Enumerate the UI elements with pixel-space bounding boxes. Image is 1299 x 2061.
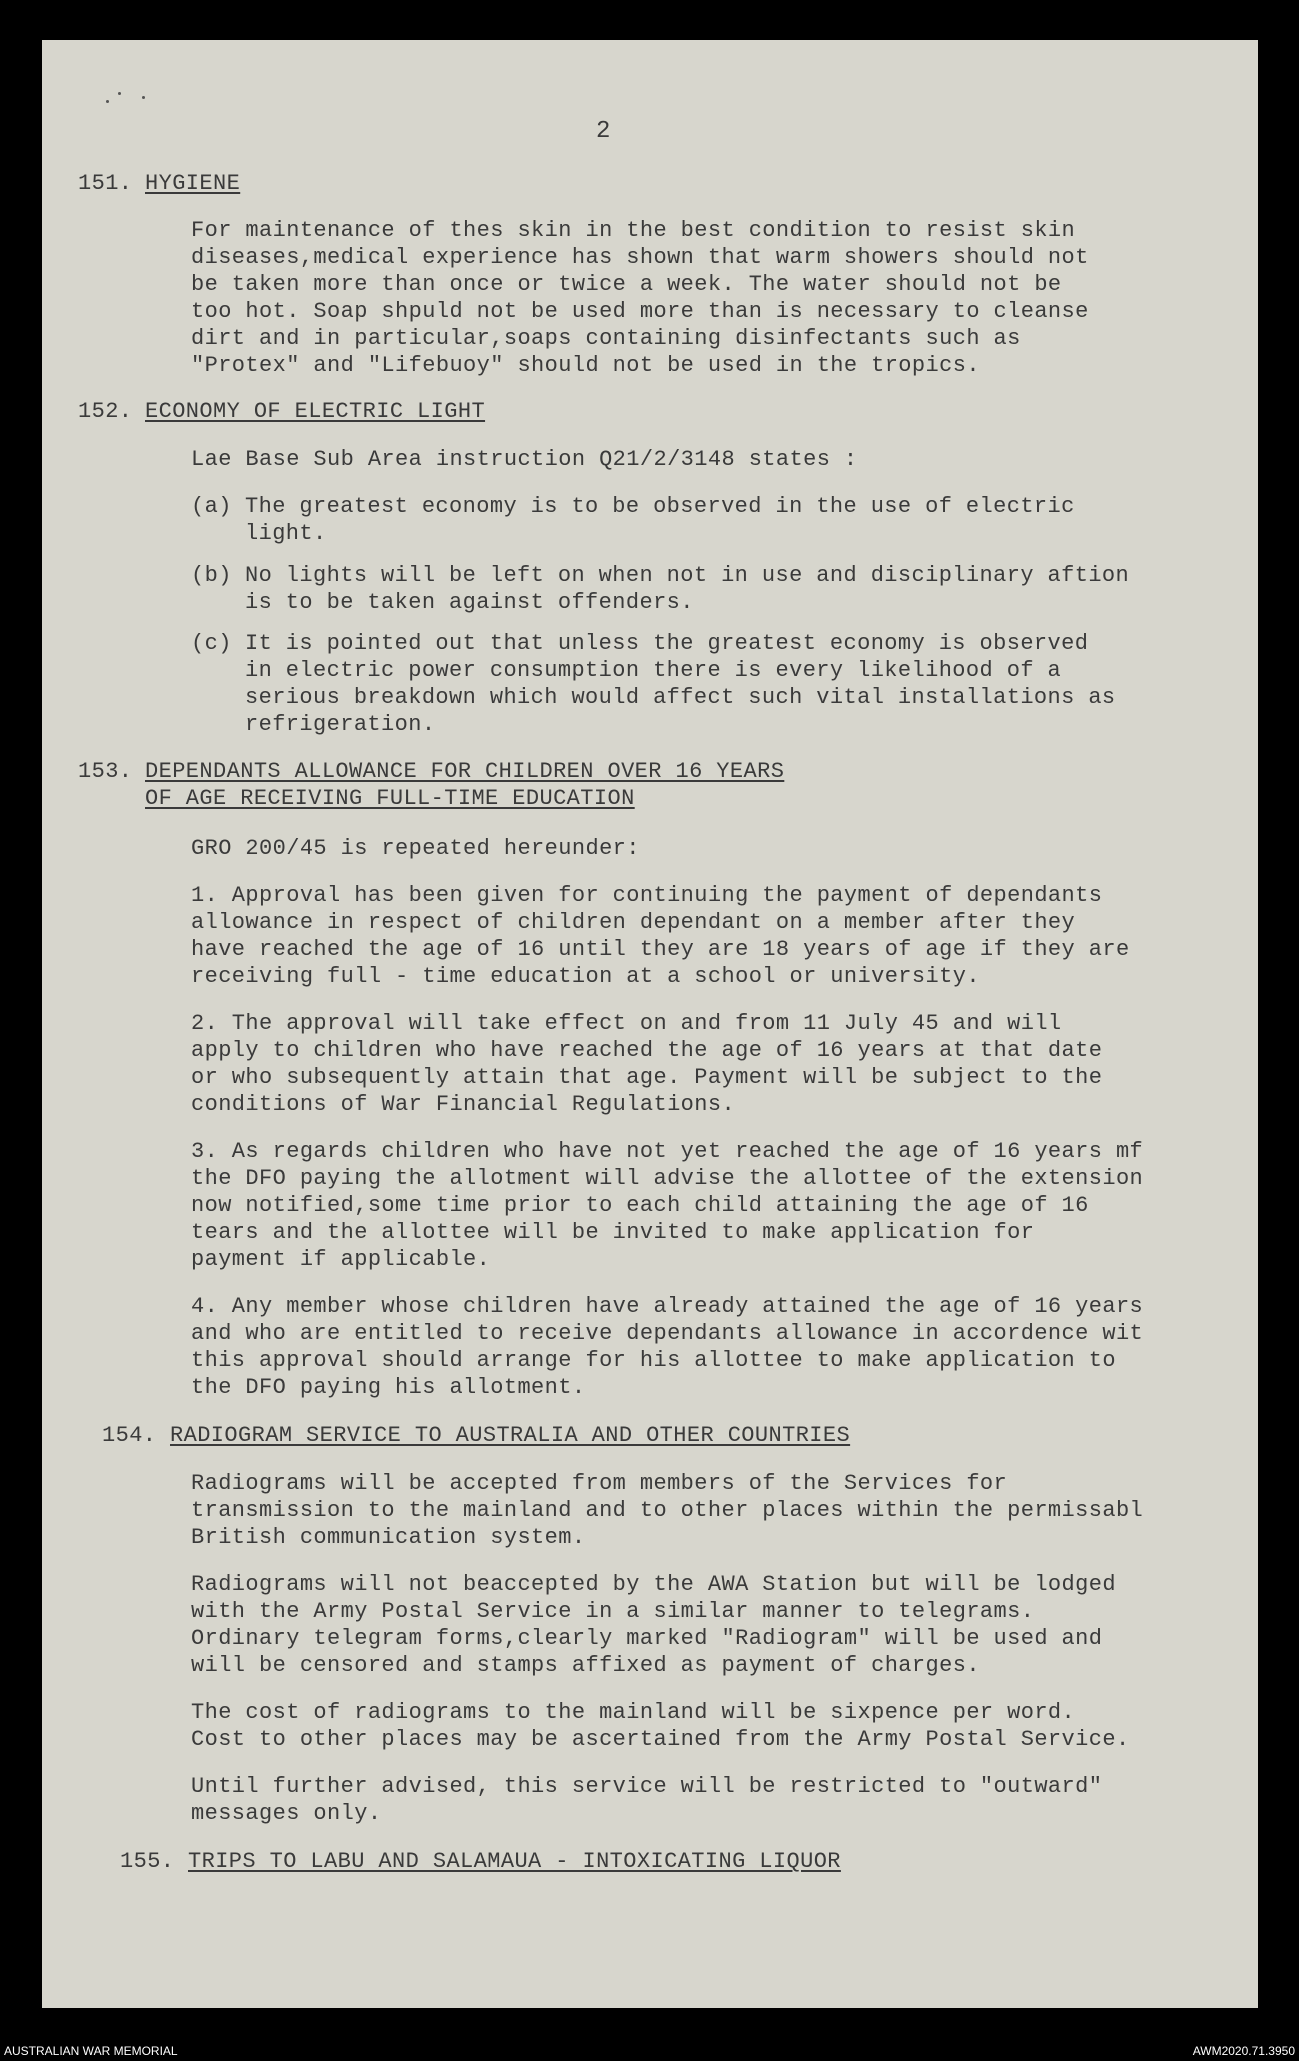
item-b-line: No lights will be left on when not in use and disciplinary aftion — [245, 563, 1130, 588]
section-151-heading: HYGIENE — [145, 171, 241, 196]
item-a-label: (a) — [191, 494, 232, 519]
item-a-line: light. — [245, 521, 327, 546]
radiogram-para-line: with the Army Postal Service in a similar manner to telegrams. — [191, 1599, 1035, 1624]
radiogram-para-line: Radiograms will be accepted from members of the Services for — [191, 1471, 1008, 1496]
item-c-line: serious breakdown which would affect such vital installations as — [245, 685, 1116, 710]
radiogram-para-line: will be censored and stamps affixed as payment of charges. — [191, 1653, 980, 1678]
radiogram-para-line: British communication system. — [191, 1525, 586, 1550]
radiogram-para-line: Until further advised, this service will be restricted to "outward" — [191, 1774, 1103, 1799]
item-c-line: refrigeration. — [245, 712, 436, 737]
para-3-line: 3. As regards children who have not yet reached the age of 16 years mf — [191, 1139, 1144, 1164]
paper-speck — [142, 96, 145, 99]
item-b-line: is to be taken against offenders. — [245, 590, 694, 615]
paper-speck — [106, 100, 109, 103]
item-c-line: It is pointed out that unless the greatest economy is observed — [245, 631, 1089, 656]
para-4-line: the DFO paying his allotment. — [191, 1375, 586, 1400]
section-152-intro: Lae Base Sub Area instruction Q21/2/3148 states : — [191, 447, 858, 472]
section-153-intro: GRO 200/45 is repeated hereunder: — [191, 836, 640, 861]
para-2-line: or who subsequently attain that age. Payment will be subject to the — [191, 1065, 1103, 1090]
section-155-heading: TRIPS TO LABU AND SALAMAUA - INTOXICATING LIQUOR — [188, 1849, 841, 1874]
para-3-line: payment if applicable. — [191, 1247, 491, 1272]
item-c-line: in electric power consumption there is every likelihood of a — [245, 658, 1062, 683]
item-c-label: (c) — [191, 631, 232, 656]
para-1-line: have reached the age of 16 until they are 18 years of age if they are — [191, 937, 1130, 962]
paper-speck — [118, 92, 121, 95]
para-3-line: now notified,some time prior to each child attaining the age of 16 — [191, 1193, 1089, 1218]
section-155-number: 155. — [120, 1849, 175, 1874]
section-151-line: "Protex" and "Lifebuoy" should not be used in the tropics. — [191, 353, 980, 378]
section-153-heading: OF AGE RECEIVING FULL-TIME EDUCATION — [145, 786, 635, 811]
section-154-heading: RADIOGRAM SERVICE TO AUSTRALIA AND OTHER COUNTRIES — [170, 1423, 851, 1448]
para-3-line: the DFO paying the allotment will advise the allottee of the extension — [191, 1166, 1144, 1191]
section-151-number: 151. — [78, 171, 133, 196]
page-number: 2 — [596, 118, 611, 145]
section-152-heading: ECONOMY OF ELECTRIC LIGHT — [145, 399, 486, 424]
para-3-line: tears and the allottee will be invited to make application for — [191, 1220, 1035, 1245]
para-2-line: conditions of War Financial Regulations. — [191, 1092, 736, 1117]
section-151-line: diseases,medical experience has shown that warm showers should not — [191, 245, 1089, 270]
section-151-line: too hot. Soap shpuld not be used more than is necessary to cleanse — [191, 299, 1089, 324]
para-2-line: apply to children who have reached the age of 16 years at that date — [191, 1038, 1103, 1063]
radiogram-para-line: Ordinary telegram forms,clearly marked "Radiogram" will be used and — [191, 1626, 1103, 1651]
para-2-line: 2. The approval will take effect on and from 11 July 45 and will — [191, 1011, 1062, 1036]
item-b-label: (b) — [191, 563, 232, 588]
para-1-line: receiving full - time education at a school or university. — [191, 964, 980, 989]
radiogram-para-line: Cost to other places may be ascertained from the Army Postal Service. — [191, 1727, 1130, 1752]
section-151-line: For maintenance of thes skin in the best condition to resist skin — [191, 218, 1076, 243]
radiogram-para-line: messages only. — [191, 1801, 382, 1826]
radiogram-para-line: The cost of radiograms to the mainland will be sixpence per word. — [191, 1700, 1076, 1725]
section-151-line: be taken more than once or twice a week. The water should not be — [191, 272, 1062, 297]
para-1-line: allowance in respect of children dependant on a member after they — [191, 910, 1076, 935]
section-152-number: 152. — [78, 399, 133, 424]
document-page — [42, 40, 1258, 2008]
radiogram-para-line: Radiograms will not beaccepted by the AWA Station but will be lodged — [191, 1572, 1116, 1597]
footer-accession-number: AWM2020.71.3950 — [1192, 2044, 1295, 2058]
section-153-heading: DEPENDANTS ALLOWANCE FOR CHILDREN OVER 16 YEARS — [145, 759, 785, 784]
footer-archive-name: AUSTRALIAN WAR MEMORIAL — [4, 2044, 178, 2058]
para-4-line: and who are entitled to receive dependants allowance in accordence wit — [191, 1321, 1144, 1346]
para-1-line: 1. Approval has been given for continuing the payment of dependants — [191, 883, 1103, 908]
section-154-number: 154. — [102, 1423, 157, 1448]
section-153-number: 153. — [78, 759, 133, 784]
para-4-line: this approval should arrange for his allottee to make application to — [191, 1348, 1116, 1373]
radiogram-para-line: transmission to the mainland and to other places within the permissabl — [191, 1498, 1144, 1523]
section-151-line: dirt and in particular,soaps containing disinfectants such as — [191, 326, 1021, 351]
item-a-line: The greatest economy is to be observed in the use of electric — [245, 494, 1075, 519]
para-4-line: 4. Any member whose children have already attained the age of 16 years — [191, 1294, 1144, 1319]
